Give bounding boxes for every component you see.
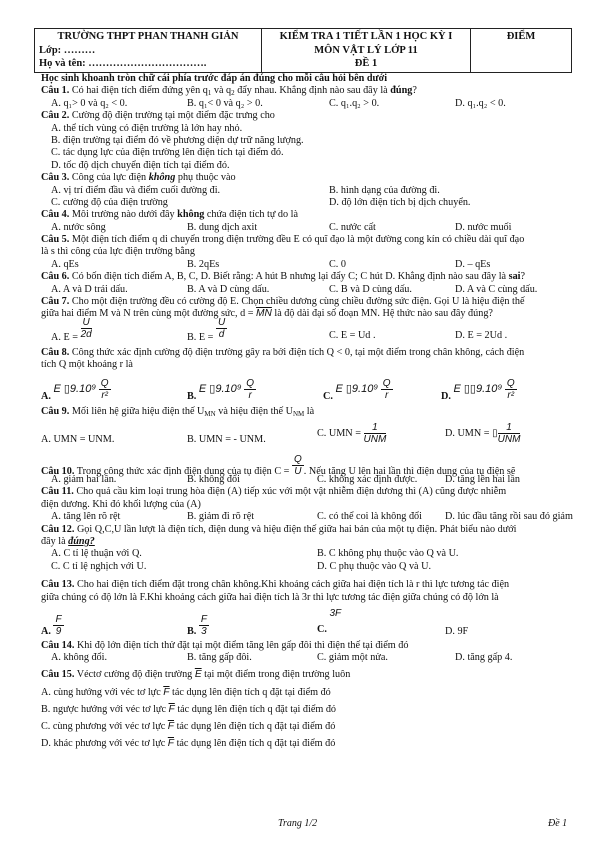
question-13 bbox=[41, 579, 571, 591]
q4-option-a[interactable]: A. nước sông bbox=[51, 221, 106, 233]
q15-b-vec-f: $\overline{F}$ bbox=[168, 703, 175, 715]
q5-line1: Một điện tích điểm q di chuyển trong điện trường đều E có quĩ đạo là một đường cong kín có chiều dài quĩ đạo bbox=[71, 234, 525, 246]
q8-options bbox=[41, 372, 571, 406]
q1-end: ? bbox=[412, 85, 417, 97]
q12-option-c[interactable]: C. C tỉ lệ nghịch với U. bbox=[51, 560, 147, 572]
q11-options bbox=[41, 511, 571, 523]
q9-option-c[interactable] bbox=[317, 422, 386, 445]
q1-emph: đúng bbox=[390, 85, 413, 97]
q8-line1: Công thức xác định cường độ điện trường gây ra bởi điện tích Q < 0, tại một điểm trong chân không, cách điện bbox=[71, 346, 525, 358]
q14-option-d[interactable]: D. tăng gấp 4. bbox=[455, 652, 513, 664]
question-3 bbox=[41, 172, 571, 184]
q13-a-den: 9 bbox=[55, 625, 62, 637]
q7-option-b[interactable] bbox=[187, 316, 227, 343]
q2-option-b-text: B. điện trường tại điểm đó về phương diện dự trữ năng lượng. bbox=[51, 134, 304, 146]
q7-options bbox=[41, 316, 571, 347]
q2-option-c[interactable] bbox=[41, 147, 571, 159]
q7-line2a: giữa hai điểm M và N trên cùng một đường sức, d = bbox=[41, 308, 256, 320]
q1-options bbox=[41, 98, 571, 110]
q10-label: Câu 10. bbox=[41, 465, 75, 477]
q9-sub2: NM bbox=[292, 409, 305, 418]
question-8 bbox=[41, 347, 571, 359]
question-2 bbox=[41, 110, 571, 122]
score-cell bbox=[471, 29, 572, 73]
q15-text-a: Véctơ cường độ điện trường bbox=[76, 668, 195, 680]
question-11 bbox=[41, 486, 571, 498]
name-label: Họ và tên: ……………………………. bbox=[39, 58, 207, 69]
q12-options-cd bbox=[41, 561, 571, 573]
q13-label: Câu 13. bbox=[41, 579, 75, 591]
q11-label: Câu 11. bbox=[41, 486, 74, 498]
exam-subject: MÔN VẬT LÝ LỚP 11 bbox=[314, 44, 418, 56]
q8-b-expr: E ▯9.10⁹ bbox=[198, 382, 242, 395]
q15-b-b: tác dụng lên điện tích q đặt tại điểm đó bbox=[174, 703, 337, 715]
q9-option-b[interactable]: B. UMN = - UNM. bbox=[187, 433, 266, 445]
q15-d-b: tác dụng lên điện tích q đặt tại điểm đó bbox=[174, 737, 336, 749]
q3-text: Công của lực điện bbox=[71, 172, 149, 184]
q6-text: Có bốn điện tích điểm A, B, C, D. Biết rằng: A hút B nhưng lại đẩy C; C hút D. Khẳng định nào sau đây là bbox=[71, 271, 509, 283]
q5-option-b[interactable]: B. 2qEs bbox=[187, 258, 220, 270]
q9-d-prefix: D. UMN = bbox=[445, 427, 490, 439]
q9-label: Câu 9. bbox=[41, 405, 70, 417]
q4-emph: không bbox=[177, 209, 205, 221]
q15-option-a[interactable] bbox=[41, 683, 571, 700]
q3-emph: không bbox=[148, 172, 176, 184]
q13-a-num: F bbox=[55, 613, 62, 625]
q12-option-b[interactable]: B. C không phụ thuộc vào Q và U. bbox=[317, 548, 459, 560]
q15-c-a: C. cùng phương với véc tơ lực bbox=[41, 720, 168, 732]
q6-option-b[interactable]: B. A và D cùng dấu. bbox=[187, 283, 270, 295]
q3-label: Câu 3. bbox=[41, 172, 70, 184]
q14-option-a[interactable]: A. không đổi. bbox=[51, 652, 108, 664]
q1-text: Có hai điện tích điểm đứng yên q bbox=[71, 85, 208, 97]
q9-d-num: 1 bbox=[498, 422, 521, 434]
q11-option-b[interactable]: B. giảm đi rõ rệt bbox=[187, 511, 255, 523]
q14-option-c[interactable]: C. giảm một nửa. bbox=[317, 652, 388, 664]
q9-d-sign: ▯ bbox=[492, 427, 498, 439]
q8-c-den: r bbox=[385, 389, 389, 401]
q10-option-c[interactable]: C. không xác định được. bbox=[317, 473, 418, 485]
q1-option-c[interactable]: C. q₁.q₂ > 0. bbox=[329, 97, 380, 109]
q15-option-d[interactable] bbox=[41, 734, 571, 751]
instruction: Học sinh khoanh tròn chữ cái phía trước đáp án đúng cho mỗi câu hỏi bên dưới bbox=[41, 73, 388, 84]
q9-text: Mối liên hệ giữa hiệu điện thế U bbox=[71, 405, 205, 417]
q10-text-b: . Nếu tăng U lên hai lần thì điện dung của tụ điện sẽ bbox=[303, 465, 516, 477]
q8-d-den: r² bbox=[507, 389, 515, 401]
q11-line1: Cho quả cầu kim loại trung hòa điện (A) tiếp xúc với một vật nhiễm điện dương thì (A) cũng được nhiễm bbox=[76, 486, 507, 498]
q1-label: Câu 1. bbox=[41, 85, 70, 97]
q9-sub1: MN bbox=[204, 409, 216, 418]
q6-option-a[interactable]: A. A và D trái dấu. bbox=[51, 283, 128, 295]
q1-option-a[interactable]: A. q₁> 0 và q₂ < 0. bbox=[51, 97, 128, 109]
q3-option-d[interactable]: D. độ lớn điện tích bị dịch chuyển. bbox=[329, 196, 471, 208]
q15-option-b[interactable] bbox=[41, 700, 571, 717]
q2-option-b[interactable] bbox=[41, 135, 571, 147]
exam-title: KIỂM TRA 1 TIẾT LẦN 1 HỌC KỲ I bbox=[279, 31, 453, 42]
q13-line1: Cho hai điện tích điểm đặt trong chân không.Khi khoảng cách giữa hai điện tích là r thì lực tương tác điện bbox=[76, 579, 510, 591]
q6-label: Câu 6. bbox=[41, 271, 70, 283]
q11-option-d[interactable]: D. lúc đầu tăng rồi sau đó giảm bbox=[445, 511, 573, 523]
q8-a-num: Q bbox=[100, 377, 109, 389]
q15-d-vec-f: $\overline{F}$ bbox=[167, 737, 175, 749]
q8-label: Câu 8. bbox=[41, 346, 70, 358]
score-label: ĐIỂM bbox=[506, 31, 536, 42]
q15-a-a: A. cùng hướng với véc tơ lực bbox=[41, 686, 164, 698]
exam-cell bbox=[262, 29, 471, 73]
q13-option-b[interactable] bbox=[187, 614, 209, 637]
q2-option-c-text: C. tác dụng lực của điện trường lên điện tích tại điểm đó. bbox=[51, 147, 284, 159]
q6-options bbox=[41, 284, 571, 296]
q3-option-b[interactable]: B. hình dạng của đường đi. bbox=[329, 184, 440, 196]
q15-c-vec-f: $\overline{F}$ bbox=[167, 720, 175, 732]
q7-line2b: là độ dài đại số đoạn MN. Hệ thức nào sau đây đúng? bbox=[271, 308, 493, 320]
q9-c-den: UNM bbox=[363, 433, 387, 445]
q9-options bbox=[41, 418, 571, 454]
q2-option-a[interactable] bbox=[41, 123, 571, 135]
q13-options bbox=[41, 604, 571, 640]
q8-a-expr: E ▯9.10⁹ bbox=[53, 382, 97, 395]
q8-b-prefix: B. bbox=[187, 391, 197, 403]
q13-option-d[interactable]: D. 9F bbox=[445, 625, 469, 637]
q8-option-d[interactable] bbox=[441, 378, 517, 401]
question-6 bbox=[41, 271, 571, 283]
school-name: TRƯỜNG THPT PHAN THANH GIẢN bbox=[57, 31, 239, 42]
q4-text: Môi trường nào dưới đây bbox=[71, 209, 178, 221]
q9-option-d[interactable] bbox=[445, 422, 520, 445]
question-14 bbox=[41, 640, 571, 652]
q12-line1: Gọi Q,C,U lần lượt là điện tích, điện dung và hiệu điện thế giữa hai bản của một tụ điện. Phát biểu nào dưới bbox=[76, 523, 517, 535]
q13-option-a[interactable] bbox=[41, 614, 64, 637]
q8-b-den: r bbox=[248, 389, 252, 401]
q10-option-d[interactable]: D. tăng lên hai lần bbox=[445, 473, 520, 485]
q15-option-c[interactable] bbox=[41, 717, 571, 734]
q2-option-d-text: D. tốc độ dịch chuyển điện tích tại điểm đó. bbox=[51, 159, 230, 171]
q1-text-mid: và q bbox=[211, 85, 232, 97]
q3-options-cd bbox=[41, 197, 571, 209]
q9-text-mid: và hiệu điện thế U bbox=[215, 405, 293, 417]
q12-line2-text: đây là bbox=[41, 535, 69, 547]
q4-option-d[interactable]: D. nước muối bbox=[455, 221, 512, 233]
exam-code: ĐỀ 1 bbox=[354, 58, 378, 69]
q9-c-prefix: C. UMN = bbox=[317, 427, 361, 439]
question-4 bbox=[41, 209, 571, 221]
question-12 bbox=[41, 524, 571, 536]
q15-a-b: tác dụng lên điện tích q đặt tại điểm đó bbox=[169, 686, 331, 698]
q10-frac-den: U bbox=[294, 465, 302, 477]
q10-option-a[interactable]: A. giảm hai lần. bbox=[51, 473, 117, 485]
q6-option-d[interactable]: D. A và C cùng dấu. bbox=[455, 283, 538, 295]
q13-c-val: 3F bbox=[329, 607, 342, 619]
q7-option-c[interactable]: C. E = Ud . bbox=[329, 329, 376, 341]
q8-a-prefix: A. bbox=[41, 391, 51, 403]
q5-line2: là s thì công của lực điện trường bằng bbox=[41, 246, 195, 258]
q15-vec-e: $\overline{E}$ bbox=[194, 668, 202, 680]
q11-option-a[interactable]: A. tăng lên rõ rệt bbox=[51, 511, 121, 523]
q8-c-prefix: C. bbox=[323, 391, 333, 403]
q7-label: Câu 7. bbox=[41, 296, 70, 308]
q4-text-end: chứa điện tích tự do là bbox=[204, 209, 298, 221]
q5-option-d[interactable]: D. – qEs bbox=[455, 258, 491, 270]
q4-option-b[interactable]: B. dung dịch axit bbox=[187, 221, 258, 233]
q13-b-num: F bbox=[200, 613, 207, 625]
q10-text-a: Trong công thức xác định điện dung của tụ điện C = bbox=[76, 465, 292, 477]
header-table bbox=[34, 28, 572, 73]
q8-d-expr: E ▯▯9.10⁹ bbox=[453, 382, 503, 395]
q10-options bbox=[41, 474, 571, 486]
q8-c-expr: E ▯9.10⁹ bbox=[335, 382, 379, 395]
q3-options-ab bbox=[41, 185, 571, 197]
q2-text: Cường độ điện trường tại một điểm đặc trưng cho bbox=[71, 110, 275, 122]
q2-option-a-text: A. thể tích vùng có điện trường là lớn hay nhỏ. bbox=[51, 122, 243, 134]
q8-a-den: r² bbox=[101, 389, 108, 401]
q11-option-c[interactable]: C. có thể coi là không đổi bbox=[317, 511, 422, 523]
q7-option-a[interactable] bbox=[51, 316, 92, 343]
q15-label: Câu 15. bbox=[41, 668, 75, 680]
school-cell bbox=[35, 29, 262, 73]
q14-label: Câu 14. bbox=[41, 639, 75, 651]
q8-line2: tích Q một khoảng r là bbox=[41, 359, 133, 371]
q7-b-den: d bbox=[218, 328, 225, 340]
q7-option-a-prefix: A. E = bbox=[51, 331, 81, 343]
q15-d-a: D. khác phương với véc tơ lực bbox=[41, 737, 168, 749]
q5-option-c[interactable]: C. 0 bbox=[329, 258, 346, 270]
q6-option-c[interactable]: C. B và D cùng dấu. bbox=[329, 283, 412, 295]
q14-text: Khi độ lớn điện tích thử đặt tại một điểm tăng lên gấp đôi thì điện thế tại điểm đó bbox=[76, 639, 409, 651]
q10-frac-num: Q bbox=[293, 453, 302, 465]
q7-line2 bbox=[41, 308, 571, 320]
q1-text-end: đẩy nhau. Khẳng định nào sau đây là bbox=[234, 85, 391, 97]
q6-end: ? bbox=[520, 271, 526, 283]
q2-option-d[interactable] bbox=[41, 160, 571, 172]
q11-line2: điện dương. Khi đó khối lượng của (A) bbox=[41, 498, 201, 510]
question-15 bbox=[41, 665, 571, 683]
q12-label: Câu 12. bbox=[41, 523, 75, 535]
q8-c-num: Q bbox=[382, 377, 391, 389]
q13-a-prefix: A. bbox=[41, 625, 51, 637]
question-10 bbox=[41, 453, 571, 477]
q4-option-c[interactable]: C. nước cất bbox=[329, 221, 376, 233]
exam-body bbox=[41, 73, 571, 751]
q9-c-num: 1 bbox=[364, 422, 387, 434]
q4-label: Câu 4. bbox=[41, 209, 70, 221]
q8-option-a[interactable] bbox=[41, 378, 111, 401]
q15-text-b: tại một điểm trong điện trường luôn bbox=[201, 668, 351, 680]
q1-option-d[interactable]: D. q₁.q₂ < 0. bbox=[455, 97, 506, 109]
footer-page: Trang 1/2 bbox=[278, 818, 318, 829]
q8-d-num: Q bbox=[506, 377, 515, 389]
q4-options bbox=[41, 222, 571, 234]
question-5 bbox=[41, 234, 571, 246]
q7-b-num: U bbox=[217, 316, 226, 328]
q8-b-num: Q bbox=[246, 377, 254, 389]
q3-option-a[interactable]: A. vị trí điểm đầu và điểm cuối đường đi. bbox=[51, 184, 221, 196]
q12-options-ab bbox=[41, 548, 571, 560]
q7-mn: $\overline{MN}$ bbox=[256, 308, 272, 320]
q14-options bbox=[41, 652, 571, 664]
q3-option-c[interactable]: C. cường độ của điện trường bbox=[51, 196, 168, 208]
q3-text-end: phụ thuộc vào bbox=[175, 172, 236, 184]
q12-option-a[interactable]: A. C tỉ lệ thuận với Q. bbox=[51, 548, 142, 560]
q12-emph: đúng? bbox=[68, 535, 95, 547]
q9-option-a[interactable]: A. UMN = UNM. bbox=[41, 433, 115, 445]
q9-text-end: là bbox=[304, 405, 315, 417]
q15-c-b: tác dụng lên điện tích q đặt tại điểm đó bbox=[174, 720, 336, 732]
q13-c-prefix: C. bbox=[317, 623, 327, 635]
q13-line2: giữa chúng có độ lớn là F.Khi khoảng cách giữa hai điện tích là 3r thì lực tương tác điện giữa chúng có độ lớn là bbox=[41, 591, 499, 603]
question-9 bbox=[41, 406, 571, 418]
q10-option-b[interactable]: B. không đổi bbox=[187, 473, 240, 485]
q15-b-a: B. ngược hướng với véc tơ lực bbox=[41, 703, 169, 715]
q13-b-den: 3 bbox=[201, 625, 207, 637]
q13-option-c[interactable] bbox=[317, 607, 342, 635]
q12-option-d[interactable]: D. C phụ thuộc vào Q và U. bbox=[317, 560, 432, 572]
q7-line1: Cho một điện trường đều có cường độ E. Chọn chiều dương cùng chiều đường sức điện. Gọi U là hiệu điện thế bbox=[71, 296, 525, 308]
q7-a-num: U bbox=[82, 316, 90, 328]
q8-d-prefix: D. bbox=[441, 391, 451, 403]
q14-option-b[interactable]: B. tăng gấp đôi. bbox=[187, 652, 252, 664]
question-1: Câu 1. Có hai điện tích điểm đứng yên $q_1$ và $q_2$ đẩy nhau. Khẳng định nào sau đây là đúng? bbox=[41, 85, 417, 98]
q12-line2 bbox=[41, 536, 571, 548]
question-7 bbox=[41, 296, 571, 308]
q7-option-d[interactable]: D. E = 2Ud . bbox=[455, 329, 508, 341]
q5-options bbox=[41, 259, 571, 271]
q8-option-b[interactable] bbox=[187, 378, 256, 401]
class-label: Lớp: ……… bbox=[39, 44, 96, 56]
q15-a-vec-f: $\overline{F}$ bbox=[163, 686, 170, 698]
q5-option-a[interactable]: A. qEs bbox=[51, 258, 79, 270]
q2-label: Câu 2. bbox=[41, 110, 70, 122]
q6-emph: sai bbox=[508, 271, 521, 283]
q7-a-den: 2d bbox=[80, 328, 92, 340]
q9-d-den: UNM bbox=[497, 433, 521, 445]
q7-option-b-prefix: B. E = bbox=[187, 331, 216, 343]
q13-b-prefix: B. bbox=[187, 625, 197, 637]
q1-option-b[interactable]: B. q₁< 0 và q₂ > 0. bbox=[187, 97, 263, 109]
q5-label: Câu 5. bbox=[41, 234, 70, 246]
footer-code: Đề 1 bbox=[548, 818, 568, 829]
q8-option-c[interactable] bbox=[323, 378, 393, 401]
